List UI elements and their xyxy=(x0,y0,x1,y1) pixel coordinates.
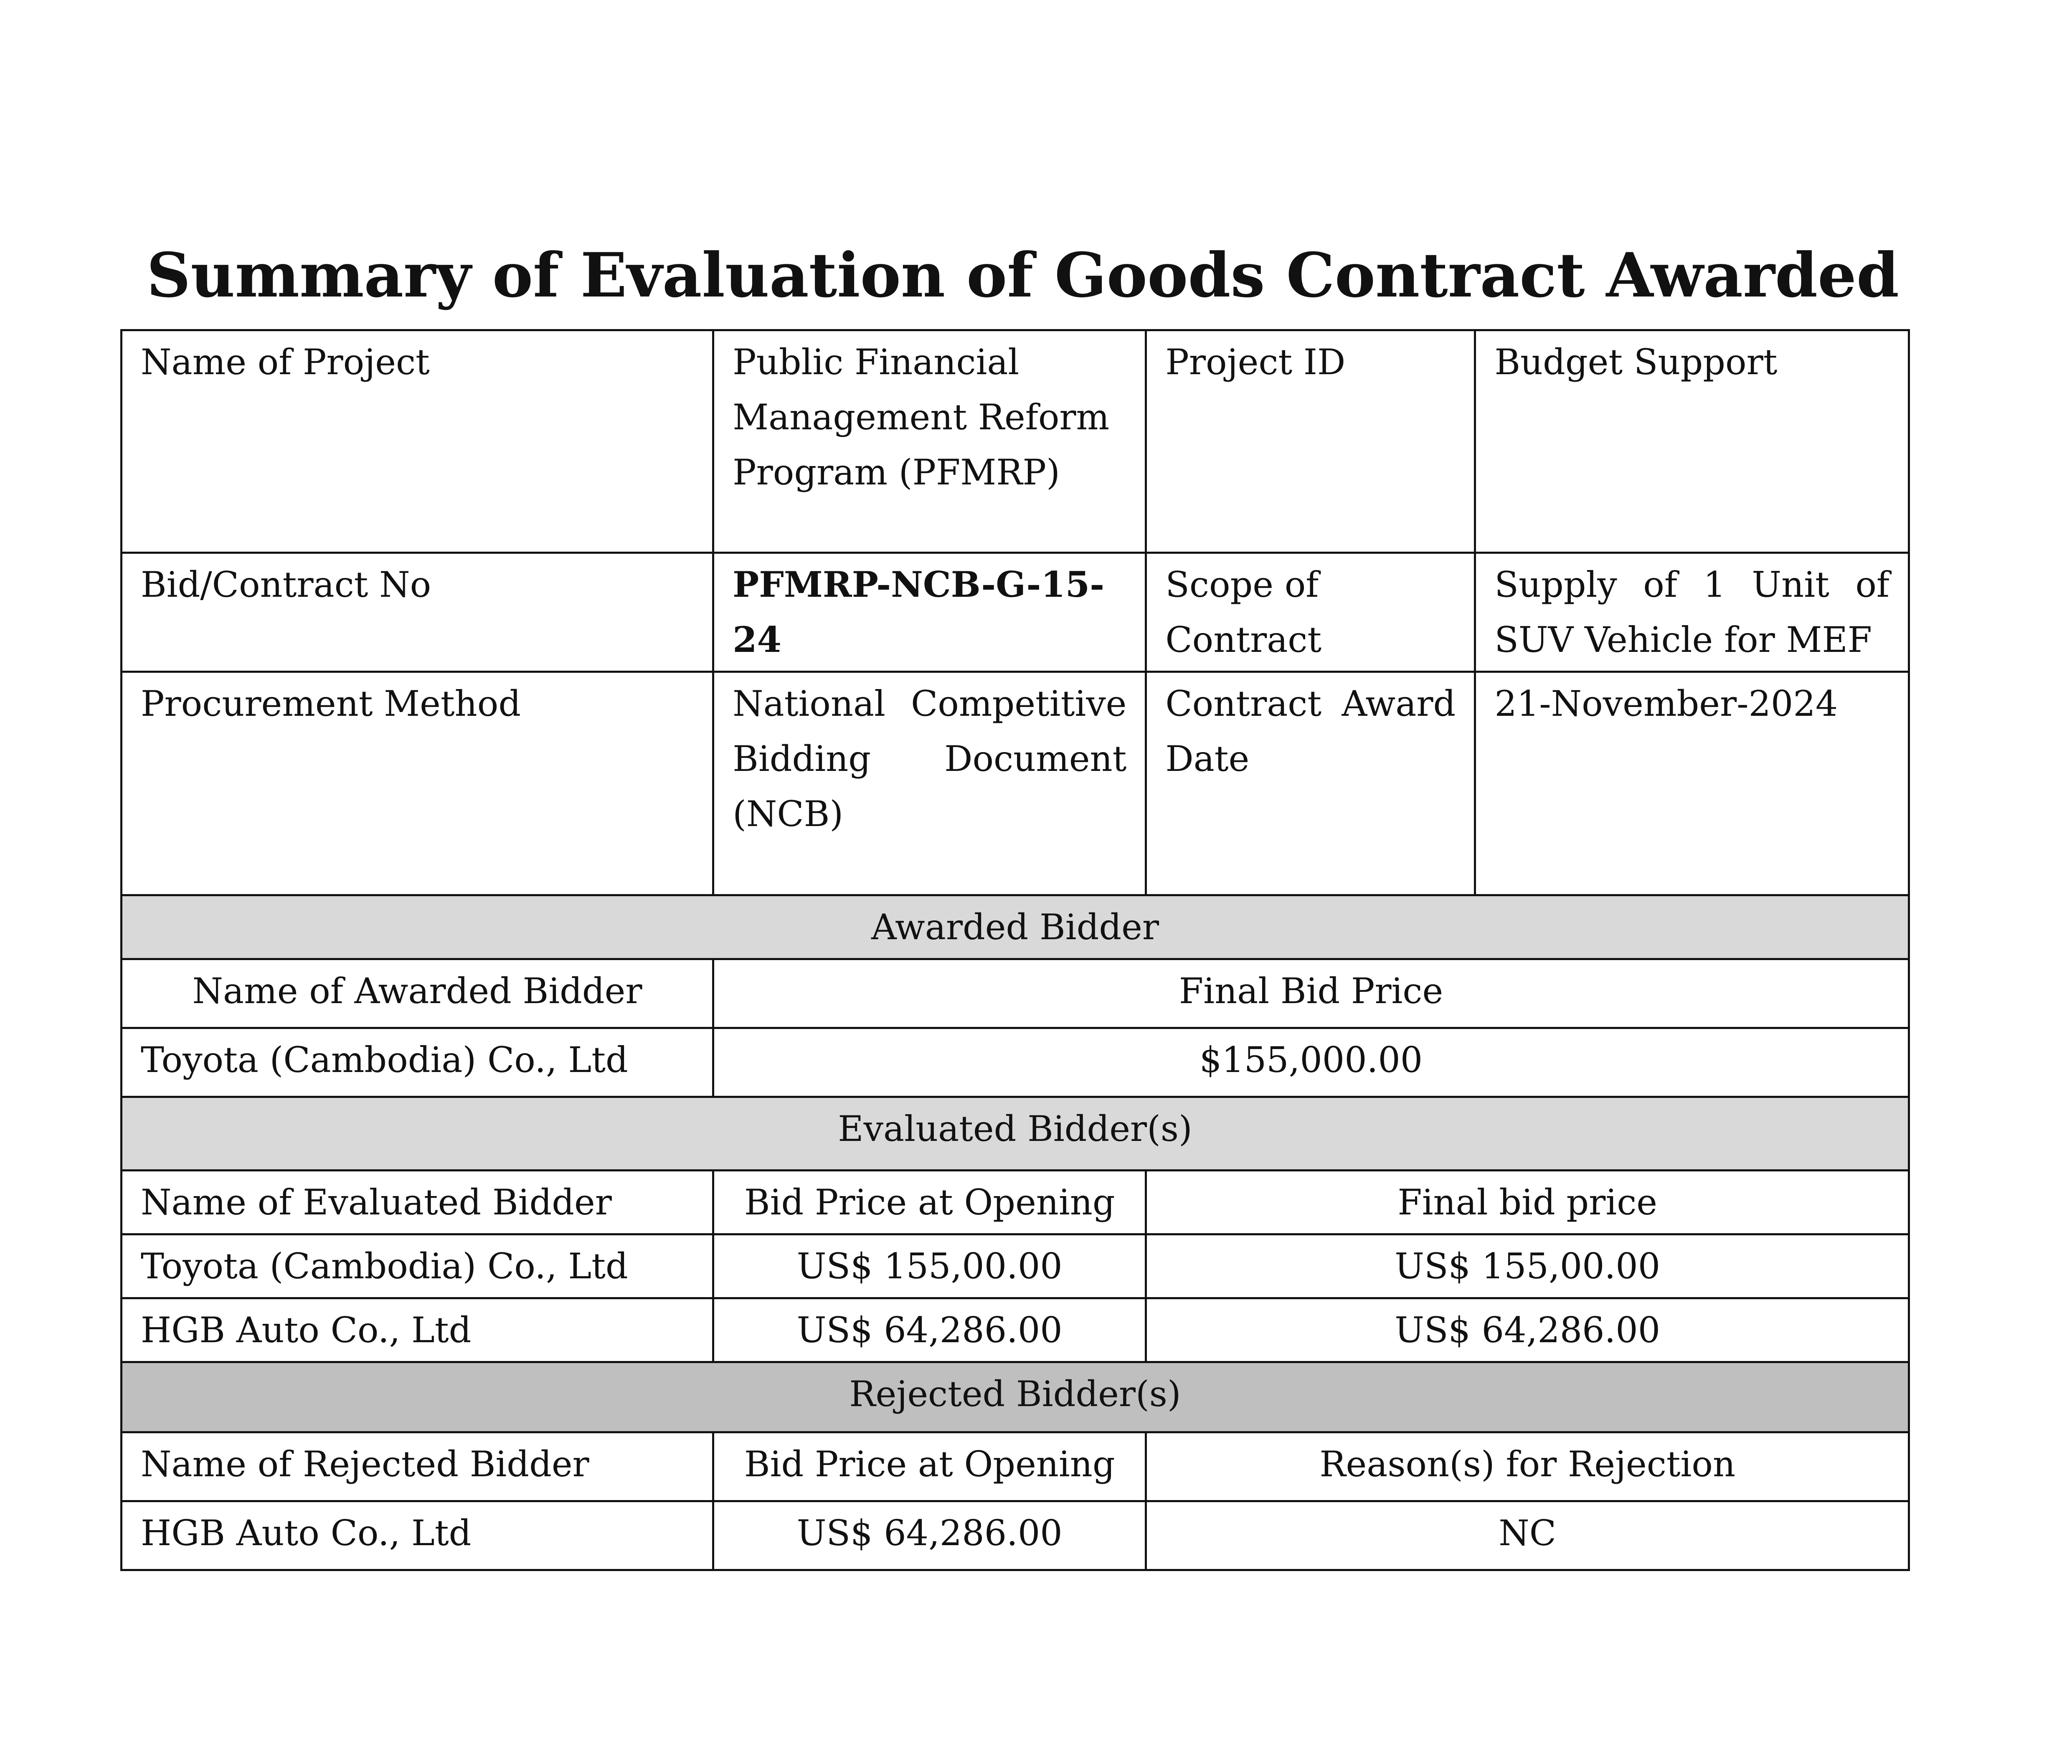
document-title: Summary of Evaluation of Goods Contract Awarded xyxy=(146,240,1899,311)
awarded-section-row xyxy=(122,895,1909,959)
scope-value: Supply of 1 Unit of SUV Vehicle for MEF xyxy=(1475,553,1909,672)
rejected-opening-header: Bid Price at Opening xyxy=(713,1432,1146,1501)
evaluated-final-price: US$ 64,286.00 xyxy=(1146,1298,1909,1362)
rejected-name-header: Name of Rejected Bidder xyxy=(122,1432,713,1501)
evaluation-summary-table xyxy=(120,329,1910,1571)
table-row xyxy=(122,1501,1909,1570)
evaluated-bidder-name: HGB Auto Co., Ltd xyxy=(122,1298,713,1362)
rejected-section-row xyxy=(122,1362,1909,1432)
evaluated-bidder-name: Toyota (Cambodia) Co., Ltd xyxy=(122,1234,713,1298)
table-row xyxy=(122,1298,1909,1362)
rejected-reason-header: Reason(s) for Rejection xyxy=(1146,1432,1909,1501)
contract-row xyxy=(122,553,1909,672)
project-name-value: Public Financial Management Reform Program (PFMRP) xyxy=(713,330,1146,553)
evaluated-final-header: Final bid price xyxy=(1146,1171,1909,1234)
procurement-method-value: National Competitive Bidding Document (NCB) xyxy=(713,672,1146,895)
table-row xyxy=(122,1234,1909,1298)
evaluated-section-title: Evaluated Bidder(s) xyxy=(122,1097,1909,1171)
evaluated-name-header: Name of Evaluated Bidder xyxy=(122,1171,713,1234)
evaluated-opening-price: US$ 64,286.00 xyxy=(713,1298,1146,1362)
bid-contract-value: PFMRP-NCB-G-15-24 xyxy=(713,553,1146,672)
project-id-label: Project ID xyxy=(1146,330,1475,553)
awarded-final-price: $155,000.00 xyxy=(713,1028,1909,1097)
rejected-bidder-name: HGB Auto Co., Ltd xyxy=(122,1501,713,1570)
award-date-label: Contract Award Date xyxy=(1146,672,1475,895)
bid-contract-label: Bid/Contract No xyxy=(122,553,713,672)
awarded-header-row xyxy=(122,959,1909,1028)
procurement-method-label: Procurement Method xyxy=(122,672,713,895)
awarded-price-header: Final Bid Price xyxy=(713,959,1909,1028)
rejected-opening-price: US$ 64,286.00 xyxy=(713,1501,1146,1570)
project-id-value: Budget Support xyxy=(1475,330,1909,553)
project-row xyxy=(122,330,1909,553)
rejection-reason: NC xyxy=(1146,1501,1909,1570)
rejected-header-row xyxy=(122,1432,1909,1501)
evaluated-opening-header: Bid Price at Opening xyxy=(713,1171,1146,1234)
evaluated-header-row xyxy=(122,1171,1909,1234)
evaluated-final-price: US$ 155,00.00 xyxy=(1146,1234,1909,1298)
award-date-value: 21-November-2024 xyxy=(1475,672,1909,895)
awarded-bidder-name: Toyota (Cambodia) Co., Ltd xyxy=(122,1028,713,1097)
evaluated-opening-price: US$ 155,00.00 xyxy=(713,1234,1146,1298)
project-name-label: Name of Project xyxy=(122,330,713,553)
evaluated-section-row xyxy=(122,1097,1909,1171)
awarded-row xyxy=(122,1028,1909,1097)
rejected-section-title: Rejected Bidder(s) xyxy=(122,1362,1909,1432)
awarded-section-title: Awarded Bidder xyxy=(122,895,1909,959)
method-row xyxy=(122,672,1909,895)
scope-label: Scope of Contract xyxy=(1146,553,1475,672)
awarded-name-header: Name of Awarded Bidder xyxy=(122,959,713,1028)
